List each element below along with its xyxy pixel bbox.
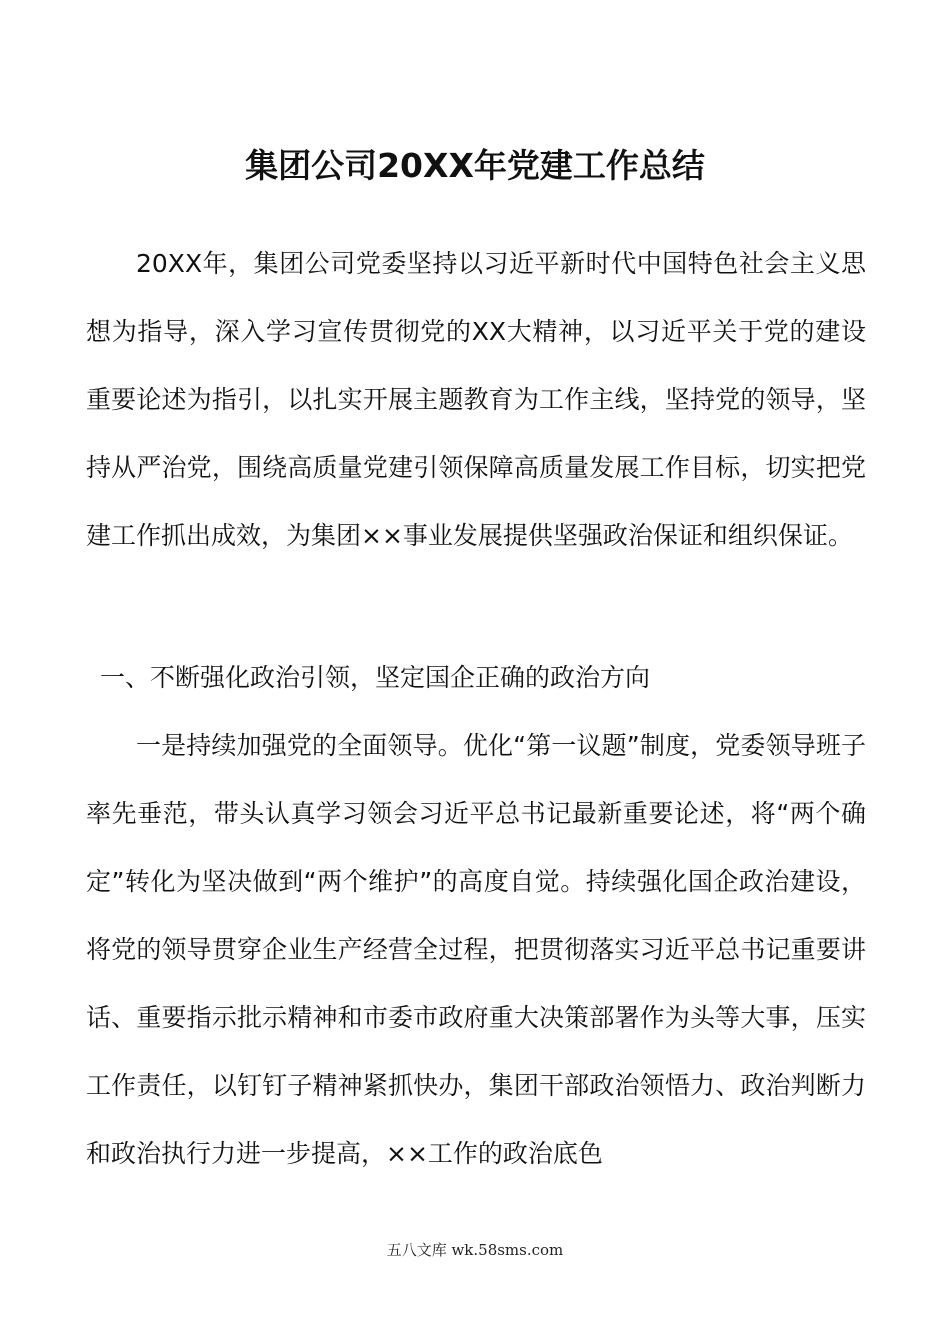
intro-paragraph: 20XX年，集团公司党委坚持以习近平新时代中国特色社会主义思想为指导，深入学习宣传贯彻党的XX大精神，以习近平关于党的建设重要论述为指引，以扎实开展主题教育为工作主线，坚持党的领导，坚持从严治党，围绕高质量党建引领保障高质量发展工作目标，切实把党建工作抓出成效，为集团××事业发展提供坚强政治保证和组织保证。 — [86, 249, 866, 550]
section-heading: 一、不断强化政治引领，坚定国企正确的政治方向 — [100, 663, 651, 692]
document-title: 集团公司20XX年党建工作总结 — [245, 146, 705, 185]
footer-watermark: 五八文库 wk.58sms.com — [386, 1241, 564, 1259]
section-paragraph: 一是持续加强党的全面领导。优化“第一议题”制度，党委领导班子率先垂范，带头认真学习领会习近平总书记最新重要论述，将“两个确定”转化为坚决做到“两个维护”的高度自觉。持续强化国企政治建设，将党的领导贯穿企业生产经营全过程，把贯彻落实习近平总书记重要讲话、重要指示批示精神和市委市政府重大决策部署作为头等大事，压实工作责任，以钉钉子精神紧抓快办，集团干部政治领悟力、政治判断力和政治执行力进一步提高，××工作的政治底色 — [86, 731, 866, 1168]
